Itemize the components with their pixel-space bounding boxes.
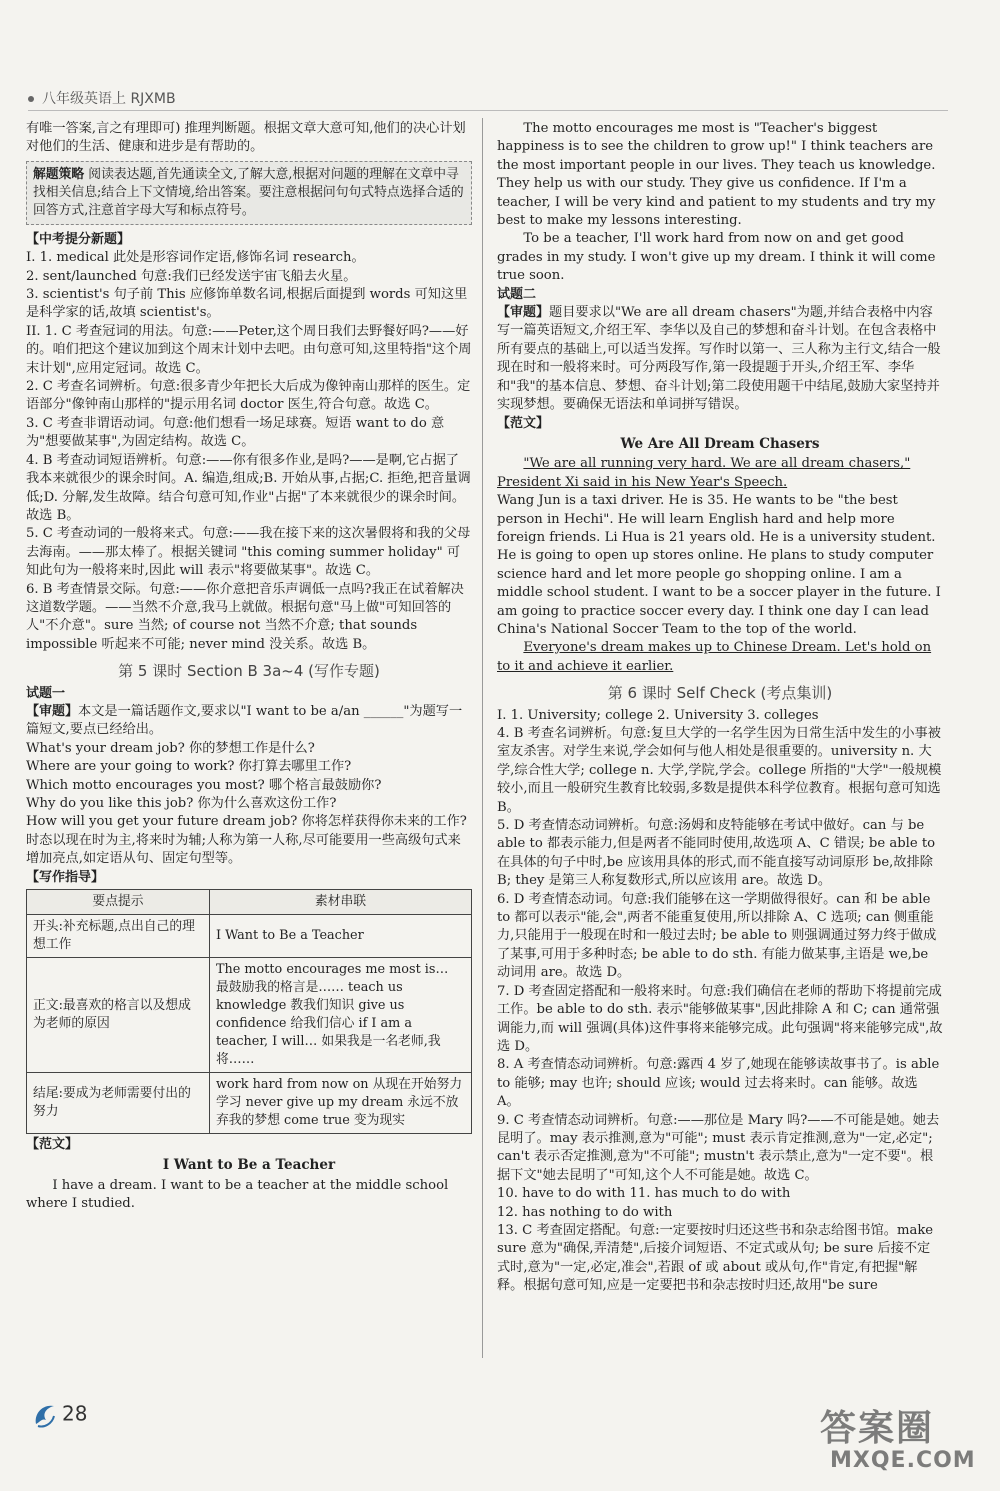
guide-tag: 【写作指导】 [26, 869, 105, 885]
left-column [26, 120, 472, 1214]
answer-item: 3. scientist's 句子前 This 应修饰单数名词,根据后面提到 words 可知这里是科学家的话,故填 scientist's。 [26, 287, 468, 321]
strategy-label: 解题策略 [33, 166, 85, 182]
writing-guide-table [26, 889, 472, 1134]
answer-item: 6. B 考查情景交际。句意:——你介意把音乐声调低一点吗?我正在试着解决这道数学题。——当然不介意,我马上就做。根据句意"马上做"可知回答的人"不介意"。sure 当然; of course not 当然不介意; that sounds impossible 听起来不可能; never mind 没关系。故选 B。 [26, 581, 464, 652]
essay1-paragraph: The motto encourages me most is "Teacher's biggest happiness is to see the children to grow up!" I think teachers are the most important people in our lives. They teach us knowledge. They help us with our study. They give us confidence. If I'm a teacher, I will be very kind and patient to my students and try my best to make my lessons interesting. [497, 121, 936, 229]
column-divider [482, 118, 483, 1358]
answer-item: 4. B 考查动词短语辨析。句意:——你有很多作业,是吗?——是啊,它占据了我本来就很少的课余时间。A. 编造,组成;B. 开始从事,占据;C. 拒绝,把音量调低;D. 分解,发生故障。结合句意可知,作业"占据"了本来就很少的课余时间。故选 B。 [26, 452, 471, 523]
test1-label: 试题一 [26, 685, 66, 701]
test2-label: 试题二 [497, 286, 537, 302]
strategy-box [26, 161, 472, 225]
answer-item: 6. D 考查情态动词。句意:我们能够在这一学期做得很好。can 和 be able to 都可以表示"能,会",两者不能重复使用,所以排除 A、C 选项; can 侧重能力,只能用于一般现在时和一般过去时; be able to 则强调通过努力终于做成了某事,可用于多种时态; be able to do sth. 有能力做某事,主语是 we,be 动词用 are。故选 D。 [497, 891, 937, 981]
answer-item: 9. C 考查情态动词辨析。句意:——那位是 Mary 吗?——不可能是她。她去昆明了。may 表示推测,意为"可能"; must 表示肯定推测,意为"一定,必定"; can't 表示否定推测,意为"不可能"; mustn't 表示禁止,意为"一定不要"。根据下文"她去昆明了"可知,这个人不可能是她。故选 C。 [497, 1112, 940, 1183]
page-number [32, 1400, 87, 1430]
question-item: Which motto encourages you most? 哪个格言最鼓励你? [26, 777, 382, 793]
section-tag: 【中考提分新题】 [26, 231, 131, 247]
analysis-tag: 【审题】 [26, 703, 79, 719]
table-cell-material: I Want to Be a Teacher [210, 915, 472, 958]
lesson5-heading: 第 5 课时 Section B 3a~4 (写作专题) [118, 662, 380, 681]
analysis-text: 题目要求以"We are all dream chasers"为题,并结合表格中内容写一篇英语短文,介绍王军、李华以及自己的梦想和奋斗计划。在包含表格中所有要点的基础上,可以适当发挥。写作时以第一、三人称为主行文,结合一般现在时和一般将来时。可分两段写作,第一段提题于开头,介绍王军、李华和"我"的基本信息、梦想、奋斗计划;第二段使用题干中结尾,鼓励大家坚持并实现梦想。要确保无语法和单词拼写错误。 [497, 305, 941, 413]
lesson6-heading: 第 6 课时 Self Check (考点集训) [607, 684, 833, 703]
page-number-text: 28 [62, 1401, 88, 1426]
swirl-logo-icon [32, 1400, 58, 1430]
answer-item: 5. C 考查动词的一般将来式。句意:——我在接下来的这次暑假将和我的父母去海南。——那太棒了。根据关键词 "this coming summer holiday" 可知此句为一般将来时,因此 will 表示"将要做某事"。故选 C。 [26, 526, 471, 579]
table-header-cell: 要点提示 [27, 890, 210, 915]
essay2-title: We Are All Dream Chasers [620, 435, 820, 452]
essay2-quote: "We are all running very hard. We are all dream chasers," President Xi said in his New Year's Speech. [497, 456, 911, 490]
answers-part2 [26, 323, 472, 654]
watermark-logo: 答案圈 [820, 1408, 935, 1449]
right-column [497, 120, 943, 1296]
page-header [28, 88, 948, 111]
strategy-text: 阅读表达题,首先通读全文,了解大意,根据对问题的理解在文章中寻找相关信息;结合上下文情境,给出答案。要注意根据问句句式特点选择合适的回答方式,注意首字母大写和标点符号。 [33, 166, 464, 218]
answers-part1 [26, 249, 472, 323]
table-row [27, 915, 472, 958]
answer-item: 13. C 考查固定搭配。句意:一定要按时归还这些书和杂志给图书馆。make sure 意为"确保,弄清楚",后接介词短语、不定式或从句; be sure 后接不定式时,意为"一定,必定,准会",若跟 of 或 about 或从句,作"肯定,有把握"解释。根据句意可知,应是一定要把书和杂志按时归还,故用"be sure [497, 1222, 934, 1294]
bullet-icon [28, 96, 34, 102]
watermark-url: MXQE.COM [830, 1448, 976, 1473]
question-item: Why do you like this job? 你为什么喜欢这份工作? [26, 796, 337, 811]
answers-lesson6 [497, 707, 943, 1296]
essay1-paragraph: To be a teacher, I'll work hard from now on and get good grades in my study. I won't give up my dream. I think it will come true soon. [497, 231, 936, 284]
table-row [27, 958, 472, 1073]
tense-note: 时态以现在时为主,将来时为辅;人称为第一人称,尽可能要用一些高级句式来增加亮点,如定语从句、固定句型等。 [26, 832, 461, 867]
answer-item: 7. D 考查固定搭配和一般将来时。句意:我们确信在老师的帮助下将提前完成工作。be able to do sth. 表示"能够做某事",因此排除 A 和 C; can 通常强调能力,而 will 强调(具体)这件事将来能够完成。此句强调"将来能够完成",故选 D。 [497, 983, 943, 1054]
question-item: How will you get your future dream job? 你将怎样获得你未来的工作? [26, 814, 467, 830]
table-header-cell: 素材串联 [210, 890, 472, 915]
header-title: 八年级英语上 RJXMB [42, 91, 176, 107]
table-cell-point: 结尾:要成为老师需要付出的努力 [27, 1073, 210, 1134]
answer-item: 3. C 考查非谓语动词。句意:他们想看一场足球赛。短语 want to do 意为"想要做某事",为固定结构。故选 C。 [26, 415, 445, 450]
intro-paragraph: 有唯一答案,言之有理即可) 推理判断题。根据文章大意可知,他们的决心计划对他们的生活、健康和进步是有帮助的。 [26, 121, 466, 155]
model-tag: 【范文】 [497, 415, 550, 431]
analysis-tag: 【审题】 [497, 305, 550, 321]
model-tag: 【范文】 [26, 1137, 79, 1153]
essay1-paragraph: I have a dream. I want to be a teacher at the middle school where I studied. [26, 1177, 449, 1212]
answer-item: 10. have to do with 11. has much to do with [497, 1186, 791, 1202]
question-item: What's your dream job? 你的梦想工作是什么? [26, 740, 315, 756]
answer-item: I. 1. University; college 2. University 3. colleges [497, 707, 819, 723]
essay1-title: I Want to Be a Teacher [162, 1157, 336, 1174]
answer-item: 2. sent/launched 句意:我们已经发送宇宙飞船去火星。 [26, 268, 357, 284]
question-list [26, 740, 472, 832]
question-item: Where are your going to work? 你打算去哪里工作? [26, 759, 352, 775]
answer-item: II. 1. C 考查冠词的用法。句意:——Peter,这个周日我们去野餐好吗?——好的。咱们把这个建议加到这个周末计划中去吧。由句意可知,这里特指"这个周末计划",应用定冠词。故选 C。 [26, 323, 472, 376]
answer-item: I. 1. medical 此处是形容词作定语,修饰名词 research。 [26, 250, 365, 266]
table-cell-material: The motto encourages me most is… 最鼓励我的格言是…… teach us knowledge 教我们知识 give us confidence 给我们信心 if I am a teacher, I will… 如果我是一名老师,我将…… [210, 958, 472, 1073]
answer-item: 5. D 考查情态动词辨析。句意:汤姆和皮特能够在考试中做好。can 与 be able to 都表示能力,但是两者不能同时使用,故选项 A、C 错误; be able to 在具体的句子中时,be 应该用具体的形式,而不能直接写动词原形 be,故排除 B; they 是第三人称复数形式,所以应该用 are。故选 D。 [497, 818, 936, 889]
table-cell-point: 正文:最喜欢的格言以及想成为老师的原因 [27, 958, 210, 1073]
answer-item: 12. has nothing to do with [497, 1204, 673, 1220]
table-row [27, 1073, 472, 1134]
essay2-ending: Everyone's dream makes up to Chinese Dream. Let's hold on to it and achieve it earlier. [497, 640, 932, 674]
answer-item: 2. C 考查名词辨析。句意:很多青少年把长大后成为像钟南山那样的医生。定语部分"像钟南山那样的"提示用名词 doctor 医生,符合句意。故选 C。 [26, 379, 471, 413]
table-header-row [27, 890, 472, 915]
answer-item: 4. B 考查名词辨析。句意:复旦大学的一名学生因为日常生活中发生的小事被室友杀害。对学生来说,学会如何与他人相处是很重要的。university n. 大学,综合性大学; college n. 大学,学院,学会。college 所指的"大学"一般规模较小,而且一般研究生教育比较弱,多数是提供本科学位教育。根据句意可知选 B。 [497, 726, 942, 815]
analysis-text: 本文是一篇话题作文,要求以"I want to be a/an ______"为题写一篇短文,要点已经给出。 [26, 703, 463, 738]
essay2-body: Wang Jun is a taxi driver. He is 35. He wants to be "the best person in Hechi". He will learn English hard and help more foreign friends. Li Hua is 21 years old. He is a university student. He is going to open up stores online. He plans to study computer science hard and let more people go shopping online. I am a middle school student. I want to be a soccer player in the future. I am going to practice soccer every day. I think one day I can lead China's National Soccer Team to the top of the world. [497, 493, 941, 637]
table-cell-point: 开头:补充标题,点出自己的理想工作 [27, 915, 210, 958]
answer-item: 8. A 考查情态动词辨析。句意:露西 4 岁了,她现在能够读故事书了。is able to 能够; may 也许; should 应该; would 过去将来时。can 能够。故选 A。 [497, 1057, 940, 1110]
table-cell-material: work hard from now on 从现在开始努力学习 never give up my dream 永远不放弃我的梦想 come true 变为现实 [210, 1073, 472, 1134]
